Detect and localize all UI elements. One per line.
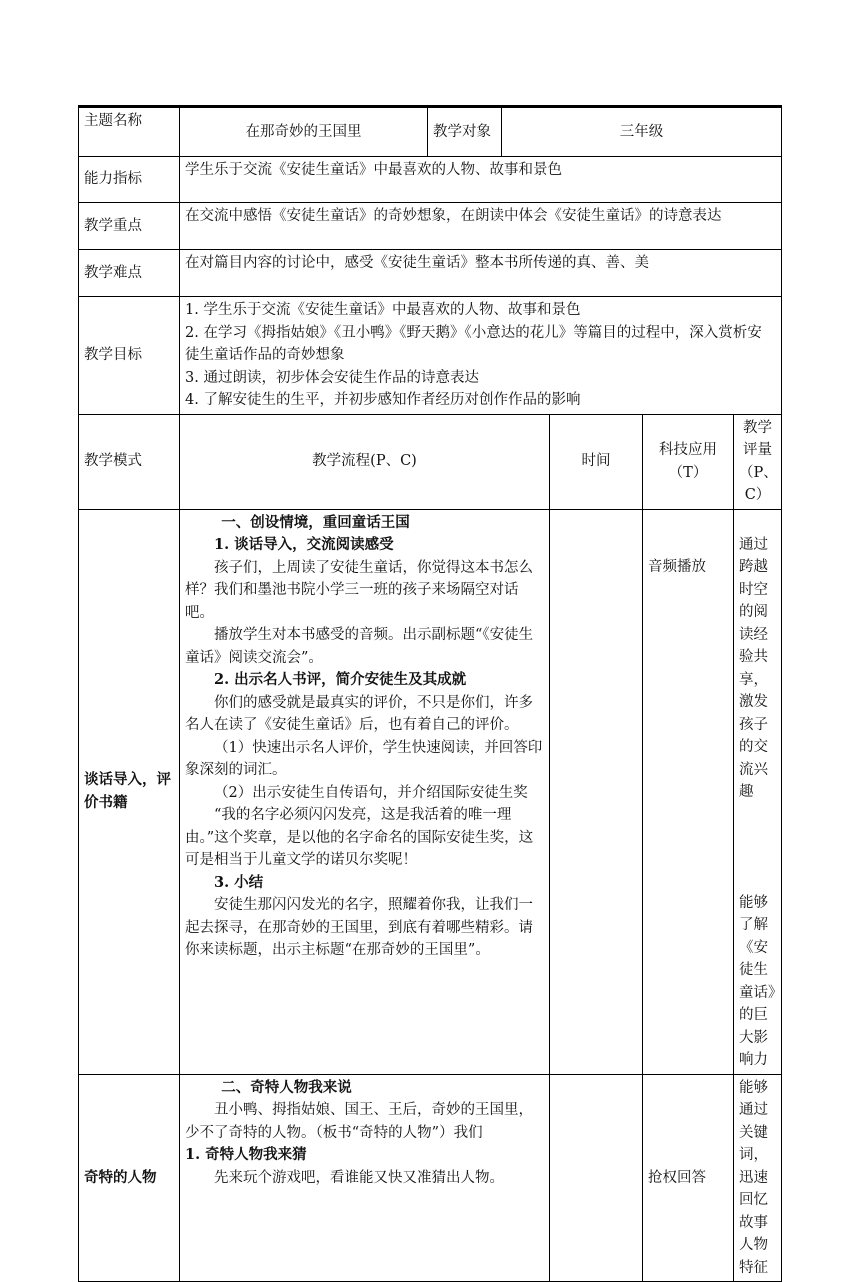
section2-mode: 奇特的人物 xyxy=(79,1074,180,1282)
ability-label: 能力指标 xyxy=(79,157,180,203)
col-eval: 教学评量（P、C） xyxy=(734,414,782,509)
section1-sub3: 3. 小结 xyxy=(214,873,264,891)
key-points-value: 在交流中感悟《安徒生童话》的奇妙想象，在朗读中体会《安徒生童话》的诗意表达 xyxy=(180,203,782,250)
key-points-row xyxy=(79,203,782,250)
objective-item: 2. 在学习《拇指姑娘》《丑小鸭》《野天鹅》《小意达的花儿》等篇目的过程中，深入赏析安徒生童话作品的奇妙想象 xyxy=(185,324,762,363)
difficulty-value: 在对篇目内容的讨论中，感受《安徒生童话》整本书所传递的真、善、美 xyxy=(180,250,782,297)
objective-item: 3. 通过朗读，初步体会安徒生作品的诗意表达 xyxy=(185,369,479,386)
topic-label: 主题名称 xyxy=(79,107,180,157)
key-points-label: 教学重点 xyxy=(79,203,180,250)
header-row xyxy=(79,107,782,157)
section1-heading: 一、创设情境，重回童话王国 xyxy=(221,513,410,531)
section1-paragraph: “我的名字必须闪闪发亮，这是我活着的唯一理由。”这个奖章，是以他的名字命名的国际安徒生奖，这可是相当于儿童文学的诺贝尔奖呢！ xyxy=(185,807,534,868)
col-mode: 教学模式 xyxy=(79,414,180,509)
ability-value: 学生乐于交流《安徒生童话》中最喜欢的人物、故事和景色 xyxy=(180,157,782,203)
section1-flow xyxy=(180,509,550,1074)
difficulty-label: 教学难点 xyxy=(79,250,180,297)
section2-time xyxy=(550,1074,643,1282)
section2-tech xyxy=(643,1074,734,1282)
section1-sub1: 1. 谈话导入，交流阅读感受 xyxy=(214,536,394,553)
section1-paragraph: （1）快速出示名人评价，学生快速阅读，并回答印象深刻的词汇。 xyxy=(185,739,543,778)
objective-item: 1. 学生乐于交流《安徒生童话》中最喜欢的人物、故事和景色 xyxy=(185,302,581,318)
audience-label: 教学对象 xyxy=(428,107,502,157)
section2-sub1: 1. 奇特人物我来猜 xyxy=(185,1146,307,1163)
section1-eval-1: 通过跨越时空的阅读经验共享，激发孩子的交流兴趣 xyxy=(739,536,768,800)
section1-tech-value: 音频播放 xyxy=(648,558,706,575)
section2-eval: 能够通过关键词，迅速回忆故事人物特征 xyxy=(734,1074,782,1282)
objectives-label: 教学目标 xyxy=(79,297,180,415)
ability-row xyxy=(79,157,782,203)
objectives-list xyxy=(180,297,782,415)
objectives-row xyxy=(79,297,782,415)
section1-sub2: 2. 出示名人书评，简介安徒生及其成就 xyxy=(214,671,467,688)
section1-paragraph: 你们的感受就是最真实的评价，不只是你们，许多名人在读了《安徒生童话》后，也有着自己的评价。 xyxy=(185,694,533,733)
section1-time xyxy=(550,509,643,1074)
section1-paragraph: 孩子们，上周读了安徒生童话，你觉得这本书怎么样？我们和墨池书院小学三一班的孩子来场隔空对话吧。 xyxy=(185,559,533,621)
section1-paragraph: （2）出示安徒生自传语句，并介绍国际安徒生奖 xyxy=(214,784,528,801)
difficulty-row xyxy=(79,250,782,297)
section1-eval-2: 能够了解《安徒生童话》的巨大影响力 xyxy=(739,894,776,1068)
section1-paragraph: 播放学生对本书感受的音频。出示副标题“《安徒生童话》阅读交流会”。 xyxy=(185,627,534,666)
section1-eval xyxy=(734,509,782,1074)
section2-heading: 二、奇特人物我来说 xyxy=(221,1078,352,1096)
section1-tech xyxy=(643,509,734,1074)
section2-flow xyxy=(180,1074,550,1282)
column-header-row xyxy=(79,414,782,509)
col-tech: 科技应用（T） xyxy=(643,414,734,509)
section2-paragraph: 丑小鸭、拇指姑娘、国王、王后，奇妙的王国里，少不了奇特的人物。（板书“奇特的人物”）我们 xyxy=(185,1102,533,1141)
objective-item: 4. 了解安徒生的生平，并初步感知作者经历对创作作品的影响 xyxy=(185,392,581,408)
col-flow: 教学流程(P、C) xyxy=(180,414,550,509)
section1-mode: 谈话导入，评价书籍 xyxy=(79,509,180,1074)
section1-row xyxy=(79,509,782,1074)
section1-paragraph: 安徒生那闪闪发光的名字，照耀着你我，让我们一起去探寻，在那奇妙的王国里，到底有着哪些精彩。请你来读标题，出示主标题“在那奇妙的王国里”。 xyxy=(185,897,533,958)
audience-value: 三年级 xyxy=(502,107,782,157)
section2-row xyxy=(79,1074,782,1282)
topic-value: 在那奇妙的王国里 xyxy=(180,107,428,157)
section2-paragraph: 先来玩个游戏吧，看谁能又快又准猜出人物。 xyxy=(214,1169,504,1186)
lesson-plan-table xyxy=(78,105,782,1282)
col-time: 时间 xyxy=(550,414,643,509)
section2-tech-value: 抢权回答 xyxy=(648,1169,706,1186)
